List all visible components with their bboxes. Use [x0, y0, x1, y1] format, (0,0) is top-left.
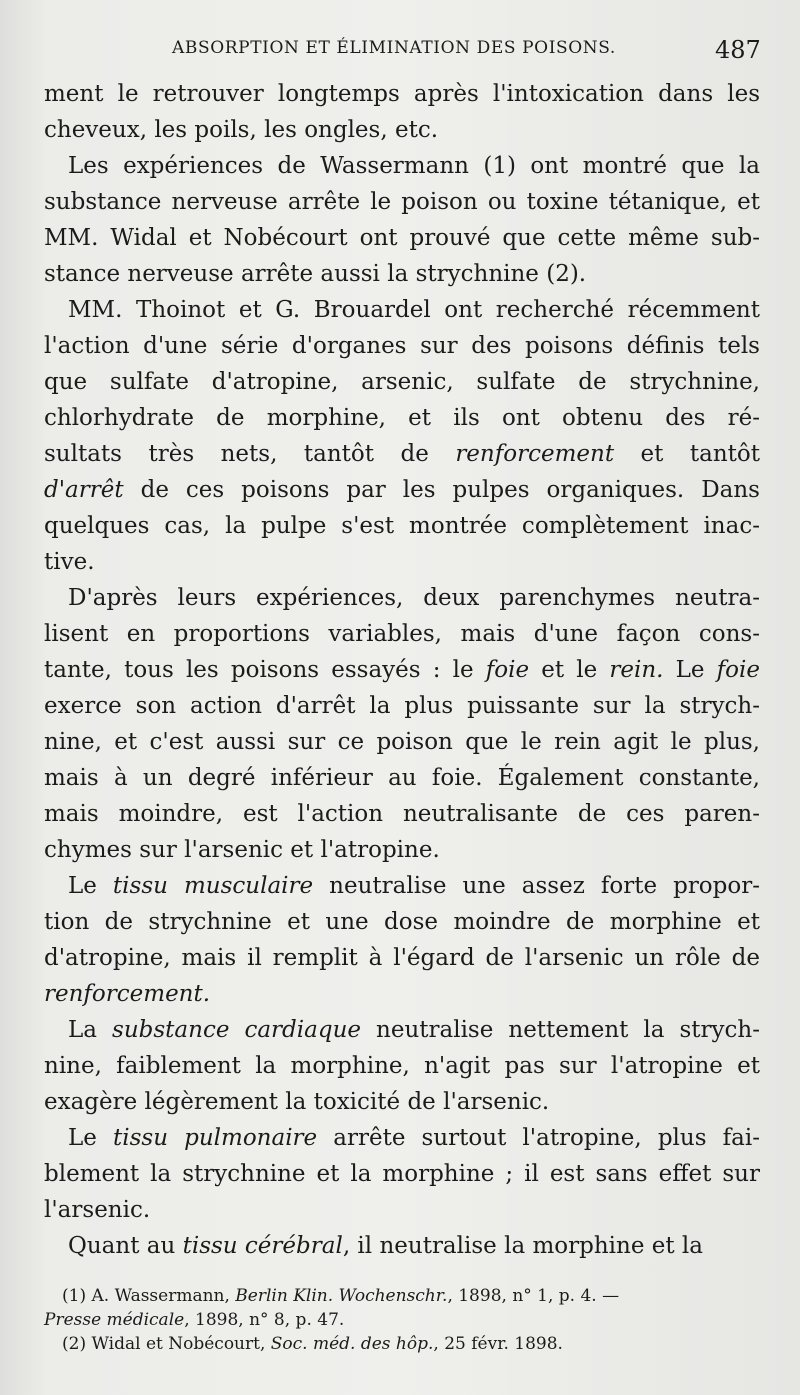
text-run: de ces poisons par les pulpes organiques. Dans: [123, 477, 760, 503]
text-run: mais à un degré inférieur au foie. Également constante,: [44, 765, 760, 791]
text-run: nine, et c'est aussi sur ce poison que le rein agit le plus,: [44, 729, 760, 755]
text-line: [44, 544, 760, 580]
text-line: [44, 580, 760, 616]
text-run: neutralise nettement la strych-: [361, 1017, 761, 1043]
text-run: , 25 févr. 1898.: [433, 1334, 563, 1354]
text-line: [44, 1228, 760, 1264]
text-run: l'action d'une série d'organes sur des poisons définis tels: [44, 333, 760, 359]
text-run: chymes sur l'arsenic et l'atropine.: [44, 837, 440, 863]
text-run: et le: [529, 657, 610, 683]
text-run: tion de strychnine et une dose moindre de morphine et: [44, 909, 760, 935]
text-run: lisent en proportions variables, mais d'une façon cons-: [44, 621, 760, 647]
text-line: [44, 940, 760, 976]
text-run: sultats très nets, tantôt de: [44, 441, 456, 467]
text-line: [44, 184, 760, 220]
text-line: [44, 508, 760, 544]
text-line: [44, 148, 760, 184]
text-line: [44, 616, 760, 652]
footnote-line: [44, 1332, 760, 1356]
text-run: exagère légèrement la toxicité de l'arsenic.: [44, 1089, 550, 1115]
text-run: exerce son action d'arrêt la plus puissante sur la strych-: [44, 693, 760, 719]
text-run: Quant au: [68, 1233, 183, 1259]
text-run: Les expériences de Wassermann (1) ont montré que la: [68, 153, 760, 179]
text-run: neutralise une assez forte propor-: [313, 873, 760, 899]
page-number: 487: [715, 36, 761, 64]
italic-text: renforcement.: [44, 981, 211, 1007]
text-run: ment le retrouver longtemps après l'intoxication dans les: [44, 81, 760, 107]
text-run: l'arsenic.: [44, 1197, 151, 1223]
footnote: [44, 1332, 760, 1356]
text-line: [44, 724, 760, 760]
text-line: [44, 904, 760, 940]
text-run: , 1898, n° 8, p. 47.: [184, 1310, 345, 1330]
paragraph: [44, 580, 760, 868]
paragraph: [44, 868, 760, 1012]
text-line: [44, 760, 760, 796]
text-run: tive.: [44, 549, 95, 575]
text-run: MM. Widal et Nobécourt ont prouvé que cette même sub-: [44, 225, 760, 251]
text-run: tante, tous les poisons essayés : le: [44, 657, 486, 683]
text-line: [44, 364, 760, 400]
text-line: [44, 436, 760, 472]
text-run: arrête surtout l'atropine, plus fai-: [317, 1125, 760, 1151]
paragraph: [44, 1228, 760, 1264]
italic-text: Soc. méd. des hôp.: [270, 1334, 434, 1354]
paragraph: [44, 76, 760, 148]
text-run: nine, faiblement la morphine, n'agit pas sur l'atropine et: [44, 1053, 760, 1079]
text-run: Le: [68, 873, 113, 899]
text-line: [44, 220, 760, 256]
italic-text: d'arrêt: [44, 477, 124, 503]
text-run: MM. Thoinot et G. Brouardel ont recherché récemment: [68, 297, 760, 323]
text-run: Le: [68, 1125, 113, 1151]
text-line: [44, 1084, 760, 1120]
paragraph: [44, 1012, 760, 1120]
italic-text: tissu cérébral: [182, 1233, 343, 1259]
running-head: ABSORPTION ET ÉLIMINATION DES POISONS.: [172, 38, 616, 58]
text-line: [44, 400, 760, 436]
paragraph: [44, 292, 760, 580]
text-line: [44, 328, 760, 364]
text-run: (2) Widal et Nobécourt,: [62, 1334, 271, 1354]
text-line: [44, 1192, 760, 1228]
text-run: Le: [663, 657, 717, 683]
text-run: La: [68, 1017, 113, 1043]
footnote: [44, 1284, 760, 1332]
text-line: [44, 868, 760, 904]
italic-text: tissu pulmonaire: [113, 1125, 318, 1151]
text-line: [44, 1156, 760, 1192]
italic-text: substance cardiaque: [112, 1017, 361, 1043]
footnote-line: [44, 1308, 760, 1332]
italic-text: rein.: [609, 657, 664, 683]
text-run: blement la strychnine et la morphine ; il est sans effet sur: [44, 1161, 760, 1187]
paragraph: [44, 148, 760, 292]
footnote-line: [44, 1284, 760, 1308]
text-line: [44, 832, 760, 868]
text-run: , 1898, n° 1, p. 4. —: [447, 1286, 620, 1306]
italic-text: Berlin Klin. Wochenschr.: [235, 1286, 448, 1306]
italic-text: tissu musculaire: [112, 873, 314, 899]
text-run: substance nerveuse arrête le poison ou toxine tétanique, et: [44, 189, 760, 215]
text-line: [44, 1048, 760, 1084]
text-line: [44, 1120, 760, 1156]
text-line: [44, 1012, 760, 1048]
text-run: que sulfate d'atropine, arsenic, sulfate de strychnine,: [44, 369, 760, 395]
italic-text: Presse médicale: [44, 1310, 185, 1330]
text-run: chlorhydrate de morphine, et ils ont obtenu des ré-: [44, 405, 760, 431]
text-run: d'atropine, mais il remplit à l'égard de l'arsenic un rôle de: [44, 945, 760, 971]
text-line: [44, 472, 760, 508]
text-line: [44, 796, 760, 832]
italic-text: foie: [716, 657, 760, 683]
italic-text: renforcement: [455, 441, 615, 467]
text-line: [44, 976, 760, 1012]
text-line: [44, 652, 760, 688]
text-line: [44, 292, 760, 328]
text-run: quelques cas, la pulpe s'est montrée complètement inac-: [44, 513, 760, 539]
paragraph: [44, 1120, 760, 1228]
text-run: , il neutralise la morphine et la: [342, 1233, 703, 1259]
text-line: [44, 256, 760, 292]
text-run: (1) A. Wassermann,: [62, 1286, 236, 1306]
page-header: [0, 36, 800, 76]
text-run: cheveux, les poils, les ongles, etc.: [44, 117, 439, 143]
text-run: stance nerveuse arrête aussi la strychnine (2).: [44, 261, 587, 287]
body-text: [44, 76, 760, 1264]
text-run: mais moindre, est l'action neutralisante de ces paren-: [44, 801, 760, 827]
italic-text: foie: [485, 657, 530, 683]
text-line: [44, 688, 760, 724]
text-run: D'après leurs expériences, deux parenchymes neutra-: [68, 585, 760, 611]
text-line: [44, 112, 760, 148]
text-line: [44, 76, 760, 112]
text-run: et tantôt: [614, 441, 761, 467]
footnotes: [44, 1284, 760, 1356]
